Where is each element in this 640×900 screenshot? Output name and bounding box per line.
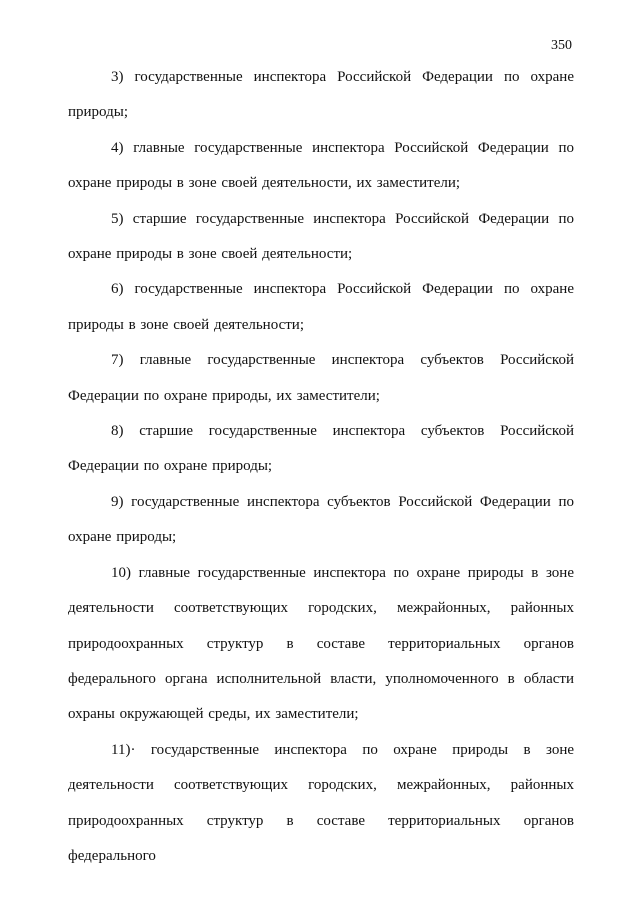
list-item-5: 5) старшие государственные инспектора Российской Федерации по охране природы в зоне своей деятельности; xyxy=(68,210,574,263)
document-body xyxy=(68,60,574,874)
list-item-4: 4) главные государственные инспектора Российской Федерации по охране природы в зоне своей деятельности, их заместители; xyxy=(68,139,574,192)
list-item-11: 11)· государственные инспектора по охране природы в зоне деятельности соответствующих городских, межрайонных, районных природоохранных структур в составе территориальных органов федерального xyxy=(68,741,574,864)
list-item-7: 7) главные государственные инспектора субъектов Российской Федерации по охране природы, их заместители; xyxy=(68,352,574,404)
list-item-9: 9) государственные инспектора субъектов Российской Федерации по охране природы; xyxy=(68,493,574,546)
list-item-8: 8) старшие государственные инспектора субъектов Российской Федерации по охране природы; xyxy=(68,423,574,475)
page-number: 350 xyxy=(551,38,572,53)
list-item-10: 10) главные государственные инспектора по охране природы в зоне деятельности соответствующих городских, межрайонных, районных природоохранных структур в составе территориальных органов федерального органа исполнительной власти, уполномоченного в области охраны окружающей среды, их заместители; xyxy=(68,564,574,723)
list-item-3: 3) государственные инспектора Российской Федерации по охране природы; xyxy=(68,69,574,121)
list-item-6: 6) государственные инспектора Российской Федерации по охране природы в зоне своей деятельности; xyxy=(68,281,574,333)
